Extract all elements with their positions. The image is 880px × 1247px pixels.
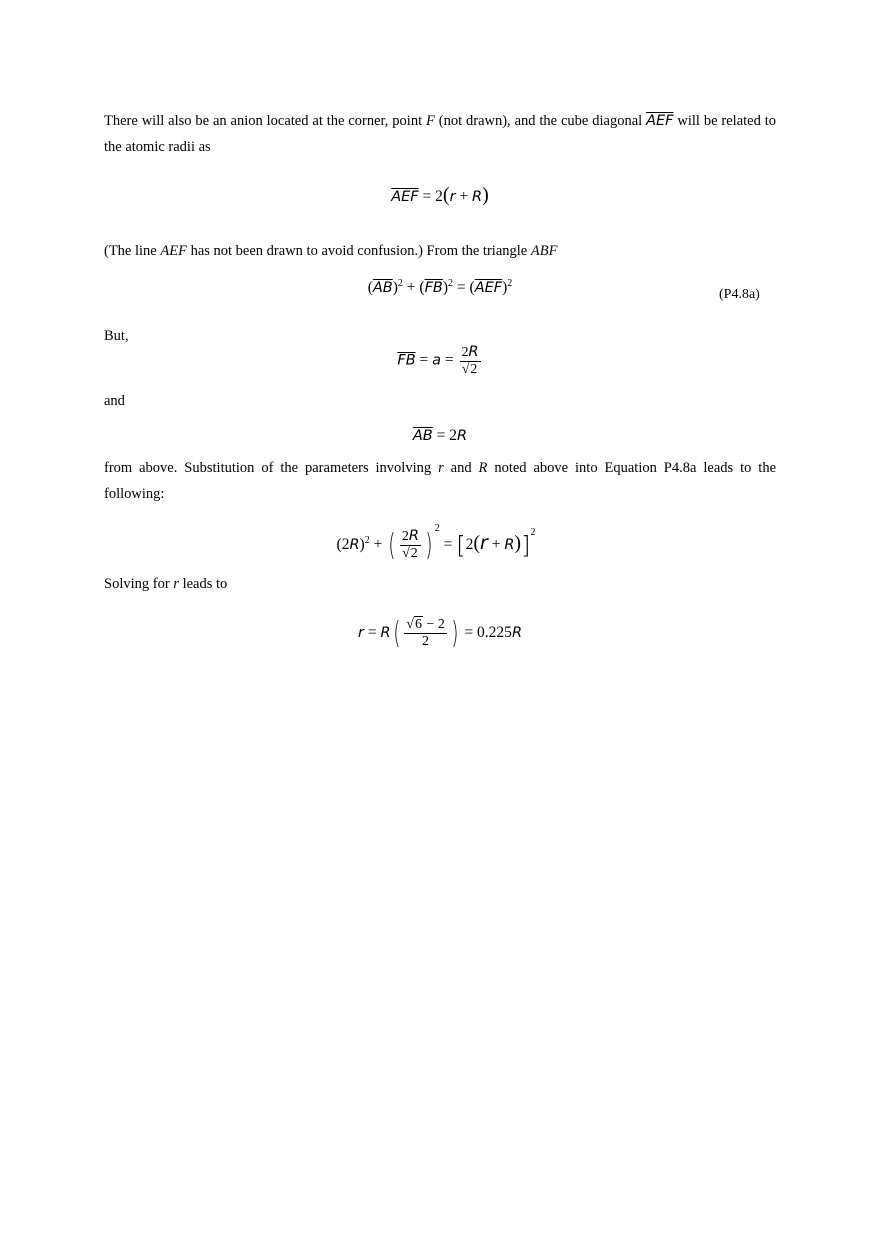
coef: 2 xyxy=(461,345,469,360)
fraction: $\frac{√6 - 2}{2}$ xyxy=(406,617,445,649)
text: (not drawn), and the cube diagonal xyxy=(434,113,647,129)
paragraph-solving xyxy=(104,571,776,597)
radicand: 6 xyxy=(414,617,422,632)
bracket: [ xyxy=(456,531,466,560)
text: There will also be an anion located at the corner, point xyxy=(104,113,426,129)
text: has not been drawn to avoid confusion.) From the triangle xyxy=(186,243,531,259)
paragraph-line2: the atomic radii as xyxy=(104,139,211,155)
radicand: 2 xyxy=(410,546,418,562)
var-R: R xyxy=(504,537,515,553)
var-r: r xyxy=(449,189,456,205)
eq-op: + ( xyxy=(402,279,425,297)
var-R: R xyxy=(468,344,479,360)
fraction: $\frac{2R}{√2}$ xyxy=(461,344,479,377)
seg-fb: $\overline{FB}$ xyxy=(424,280,443,297)
coef: 2 xyxy=(465,536,474,553)
bracket: ] xyxy=(521,531,531,560)
text: (The line xyxy=(104,243,161,259)
paragraph-triangle xyxy=(104,238,776,264)
seg-ab: $\overline{AB}$ xyxy=(412,428,433,444)
big-paren: ) xyxy=(451,616,459,651)
big-paren: ) xyxy=(425,527,433,563)
triangle-abf: ABF xyxy=(530,243,558,259)
paren: ) xyxy=(392,279,398,297)
equation-result xyxy=(0,616,880,651)
eq-op: = xyxy=(439,536,457,553)
paren: ) xyxy=(442,279,449,297)
var-r: r xyxy=(357,625,364,642)
paren: ( xyxy=(367,279,373,297)
paragraph-but: But, xyxy=(104,328,129,344)
diagonal-aef: $\overline{AEF}$ xyxy=(646,113,674,129)
var-R: R xyxy=(472,189,483,205)
paragraph-substitution xyxy=(104,455,776,481)
var-R: R xyxy=(349,537,360,553)
eq-op: + xyxy=(487,536,505,553)
text: noted above into Equation P4.8a leads to the xyxy=(487,460,777,476)
paren: ( xyxy=(473,532,481,554)
eq-op: = xyxy=(415,351,433,369)
coef: 2 xyxy=(401,529,409,545)
paren: ) xyxy=(482,184,489,206)
equation-aef xyxy=(0,184,880,207)
var-r: r xyxy=(173,576,179,592)
text: and xyxy=(443,460,479,476)
eq-op: − 2 xyxy=(422,617,445,632)
big-paren: ( xyxy=(392,616,400,651)
eq-lhs: $\overline{AEF}$ xyxy=(391,189,419,205)
paren: ( xyxy=(442,184,450,206)
fraction: $\frac{2R}{√2}$ xyxy=(401,528,419,562)
exponent: 2 xyxy=(397,278,403,289)
denominator: 2 xyxy=(422,634,430,649)
text: Solving for xyxy=(104,576,174,592)
var-r: r xyxy=(438,460,444,476)
var-a: a xyxy=(432,352,442,369)
paren: ) xyxy=(502,279,508,297)
eq-op: = 2 xyxy=(418,188,443,205)
equation-substituted xyxy=(0,523,876,563)
paragraph-and: and xyxy=(104,393,125,409)
seg-ab: $\overline{AB}$ xyxy=(372,280,393,297)
text: will be related to xyxy=(673,113,777,129)
var-R: R xyxy=(380,625,391,642)
text: from above. Substitution of the parameters involving xyxy=(104,460,439,476)
result-value: = 0.225 xyxy=(460,624,512,642)
equation-label: (P4.8a) xyxy=(719,287,760,302)
eq-op: = ( xyxy=(453,279,475,297)
paragraph-following: following: xyxy=(104,486,165,502)
eq-op: = xyxy=(441,351,458,369)
var-R: R xyxy=(457,428,468,444)
exponent: 2 xyxy=(530,527,536,538)
exponent: 2 xyxy=(448,278,454,289)
big-paren: ( xyxy=(388,527,396,563)
radicand: 2 xyxy=(470,362,478,377)
eq-op: + xyxy=(369,536,387,553)
seg-fb: $\overline{FB}$ xyxy=(397,352,416,369)
term: (2 xyxy=(336,536,350,553)
eq-op: = xyxy=(363,624,381,642)
equation-fb xyxy=(0,344,880,378)
paragraph-cube-diagonal xyxy=(104,108,776,134)
var-r: r xyxy=(480,532,488,554)
seg-aef: $\overline{AEF}$ xyxy=(474,280,503,297)
eq-op: + xyxy=(455,188,473,205)
var-R: R xyxy=(511,625,523,642)
text: leads to xyxy=(178,576,228,592)
exponent: 2 xyxy=(364,534,370,546)
var-R: R xyxy=(478,460,488,476)
exponent: 2 xyxy=(434,523,440,534)
paren: ) xyxy=(514,532,522,554)
point-f: F xyxy=(426,113,435,129)
line-aef: AEF xyxy=(160,243,187,259)
exponent: 2 xyxy=(507,278,513,289)
eq-op: = 2 xyxy=(432,427,458,444)
equation-ab xyxy=(0,427,880,445)
var-R: R xyxy=(408,528,419,545)
term: ) xyxy=(359,536,365,553)
